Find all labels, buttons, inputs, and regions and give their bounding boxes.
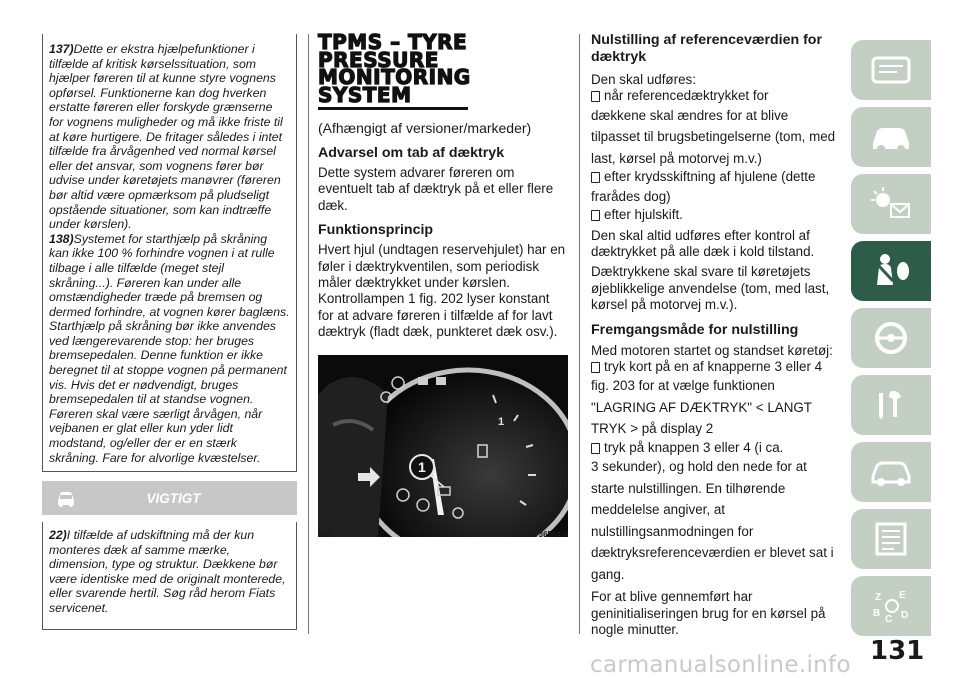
car-warning-icon [52,484,80,512]
figure-code: T36504-4 [533,530,568,539]
bullet-continuation: dækkene skal ændres for at blive tilpasset til brugsbetingelserne (tom, med last, kørsel på motorvej m.v.) [591,107,836,166]
tab-maintenance[interactable] [851,442,931,502]
checkbox-bullet-icon [591,91,600,102]
checkbox-bullet-icon [591,443,600,454]
figure-number: 202 [318,530,332,539]
tab-safety[interactable] [851,241,931,301]
step-item: tryk på knappen 3 eller 4 (i ca. [591,440,841,456]
paragraph-procedure-intro: Med motoren startet og standset køretøj: [591,342,833,358]
subtitle: (Afhængigt af versioner/markeder) [318,120,532,136]
warning-header [42,481,297,515]
section-title: TPMS – TYRE PRESSURE MONITORING SYSTEM [318,30,471,107]
warning-num: 22) [49,528,67,542]
dashboard-icon [867,50,915,90]
specs-list-icon [867,519,915,559]
warning-title: VIGTIGT [146,490,201,506]
heading-principle: Funktionsprincip [318,222,434,239]
svg-text:D: D [901,610,909,621]
car-info-icon [867,117,915,157]
checkbox-bullet-icon [591,172,600,183]
seatbelt-airbag-icon [867,251,915,291]
note-137: 137)Dette er ekstra hjælpefunktioner i tilfælde af kritisk kørselssituation, som hjælper føreren til at kunne styre vognens opførsel. Funktionerne kan dog hverken erstatte føreren eller forskyde grænserne for vognens muligheder og må ikke friste til at køre hurtigere. De fritager således i intet tilfælde fra årvågenhed ved normal kørsel eller det ansvar, som vognens fører bør udvise under køretøjets manøvrer (føreren bør altid være opmærksom på pludseligt opstående situationer, som kan indtræffe under kørslen). [49,42,283,232]
step-item: tryk kort på en af knapperne 3 eller 4 [591,359,841,375]
column-divider [308,34,309,634]
note-138: 138)Systemet for starthjælp på skråning kan ikke 100 % forhindre vognen i at rulle tilbage i alle tilfælde (meget stejl skråning...). Føreren kan under alle omstændigheder træde på bremsen og dermed forhindre, at vognen kører baglæns. Starthjælp på skråning bør ikke anvendes ved længerevarende stop: her bruges bremsepedalen. Denne funktion er ikke beregnet til at stoppe vognen på permanent vis. Hvis det er nødvendigt, bruges bremsepedalen til at standse vognen. Føreren skal være særligt årvågen, når vejbanen er glat eller kun yder lidt modstand, og/eller der er en stærk skråning. Fare for alvorlige kvæstelser. [49,231,290,465]
figure-callout-number: 1 [418,459,426,475]
paragraph-pressure-loss: Dette system advarer føreren om eventuelt tab af dæktryk på et eller flere dæk. [318,165,554,213]
paragraph-intro: Den skal udføres: [591,72,696,87]
bullet-item: når referencedæktrykket for [591,88,841,104]
checkbox-bullet-icon [591,210,600,221]
tpms-section [318,30,566,341]
car-service-icon [867,452,915,492]
bullet-item: efter krydsskiftning af hjulene (dette [591,169,841,185]
lights-mail-icon [867,184,915,224]
index-abc-icon [867,586,915,626]
reset-section [591,32,841,643]
heading-procedure: Fremgangsmåde for nulstilling [591,321,799,338]
paragraph-cold-check: Den skal altid udføres efter kontrol af dæktrykket på alle dæk i kold tilstand. [591,227,815,260]
chapter-tabs [851,40,931,643]
tab-driving[interactable] [851,308,931,368]
paragraph-principle: Hvert hjul (undtagen reservehjulet) har en føler i dæktrykventilen, som periodisk måler dæktrykket under kørslen. Kontrollampen 1 fig. 202 lyser konstant for at advare føreren i tilfælde af for lavt dæktryk (fladt dæk, punkteret dæk osv.). [318,242,566,340]
warning-text: I tilfælde af udskiftning må der kun monteres dæk af samme mærke, dimension, type og struktur. Dækkene bør være identiske med de originalt monterede, eller svarende hertil. Søg råd herom Fiats servicenet. [49,528,286,615]
dashboard-figure [318,355,568,537]
bullet-item: efter hjulskift. [591,207,841,223]
heading-reset: Nulstilling af referenceværdien for dæktryk [591,32,822,65]
tab-dashboard[interactable] [851,40,931,100]
svg-text:C: C [885,614,893,625]
steering-wheel-icon [867,318,915,358]
paragraph-usage: Dæktrykkene skal svare til køretøjets øjeblikkelige anvendelse (tom, med last, kørsel på motorvej m.v.). [591,264,830,313]
svg-text:Z: Z [875,592,882,603]
figure-caption [318,530,568,539]
heading-pressure-loss: Advarsel om tab af dæktryk [318,145,505,161]
column-divider [579,34,580,634]
tab-lights-mail[interactable] [851,174,931,234]
tab-index[interactable] [851,576,931,636]
step-continuation: 3 sekunder), og hold den nede for at starte nulstillingen. En tilhørende meddelelse angiver, at nulstillingsanmodningen for dæktryksreferenceværdien er blevet sat i gang. [591,459,834,582]
paragraph-completion: For at blive gennemført har geninitialiseringen brug for en kørsel på nogle minutter. [591,589,826,638]
tab-car-info[interactable] [851,107,931,167]
tab-emergency[interactable] [851,375,931,435]
warning-box [42,522,297,630]
wrench-icon [867,385,915,425]
svg-text:1: 1 [498,416,505,428]
bullet-continuation: frarådes dog) [591,188,671,204]
tab-specifications[interactable] [851,509,931,569]
checkbox-bullet-icon [591,362,600,373]
watermark: carmanualsonline.info [590,652,851,678]
step-continuation: fig. 203 for at vælge funktionen "LAGRING AF DÆKTRYK" < LANGT TRYK > på display 2 [591,378,812,437]
title-rule [318,107,468,110]
svg-text:B: B [873,608,881,619]
page-number: 131 [870,636,925,666]
svg-text:E: E [899,590,906,601]
notes-box [42,34,297,472]
